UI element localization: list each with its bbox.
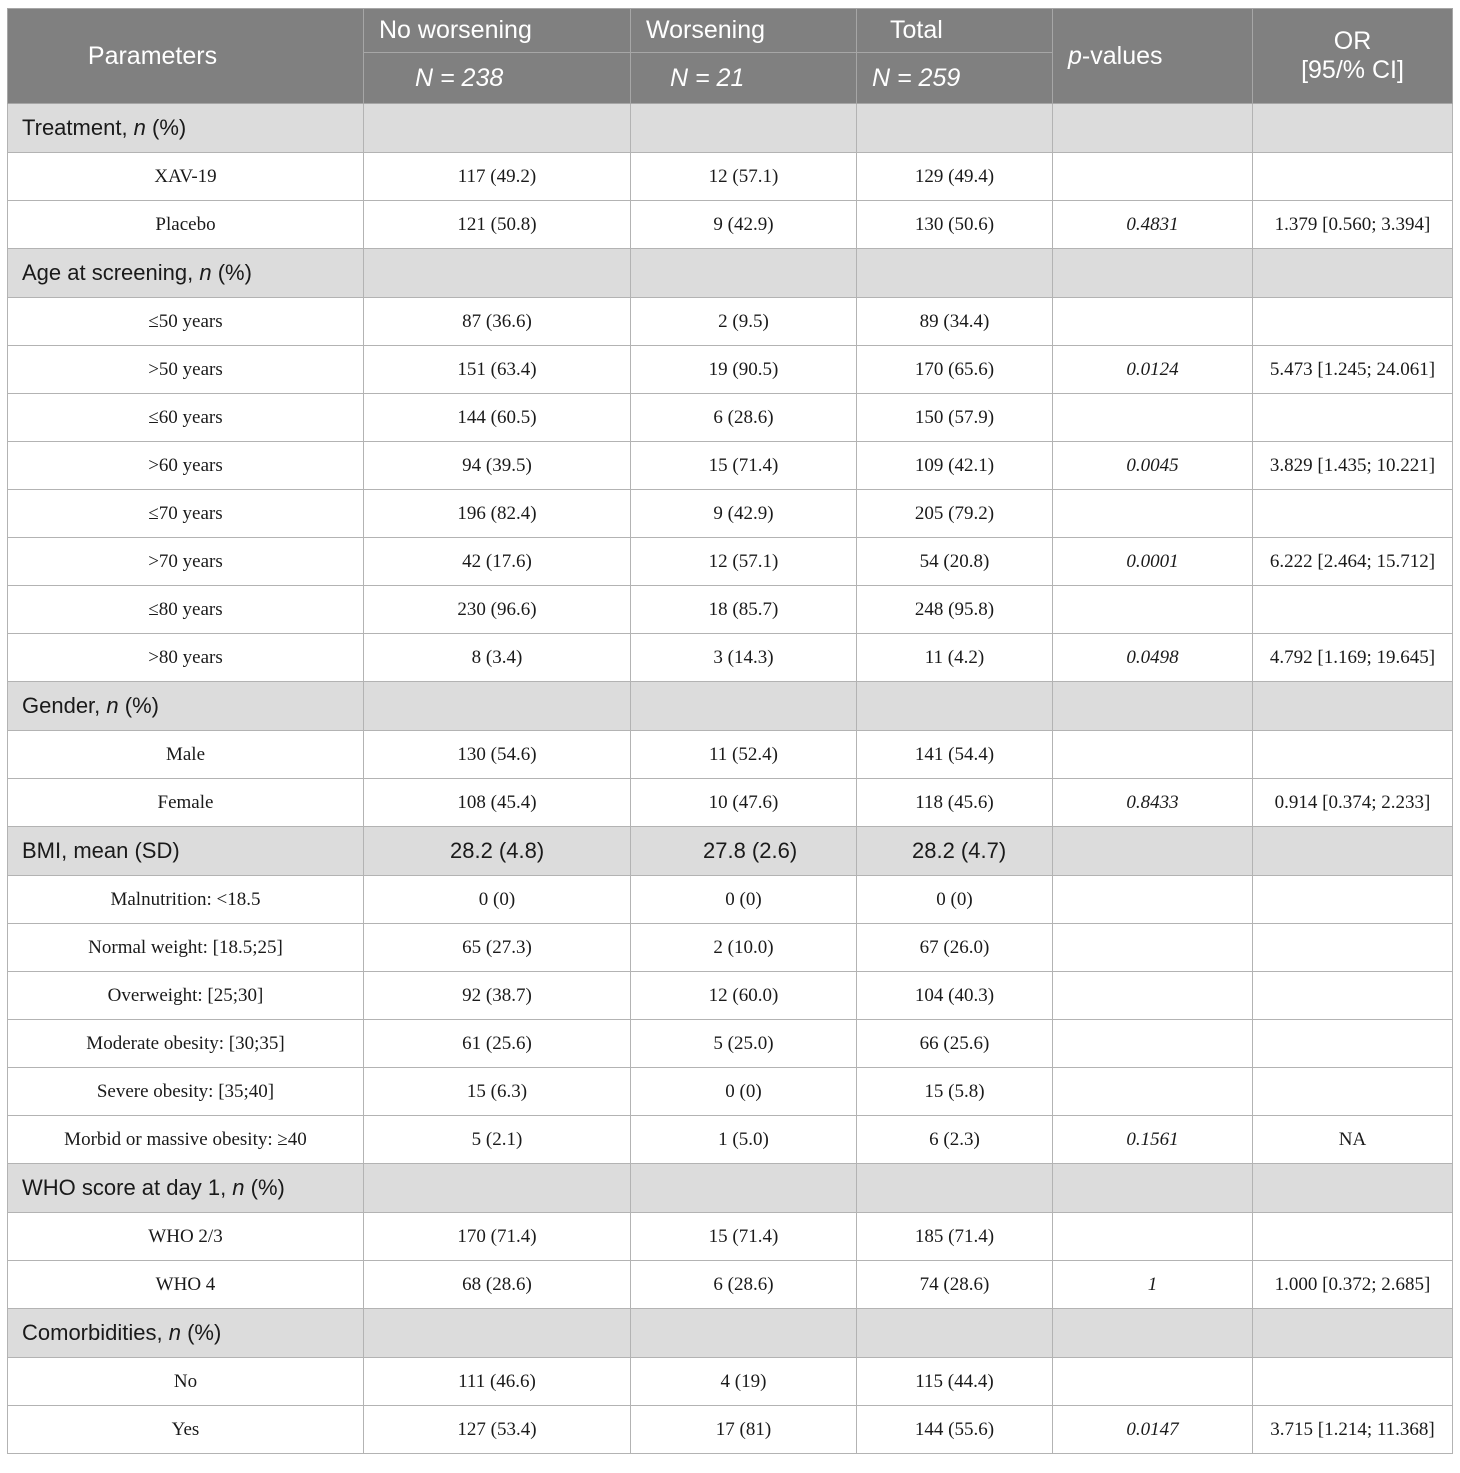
cell-total: 248 (95.8) bbox=[857, 586, 1053, 634]
section-value-worsening: 27.8 (2.6) bbox=[631, 827, 857, 876]
cell-p-value: 0.1561 bbox=[1053, 1116, 1253, 1164]
cell-p-value bbox=[1053, 1213, 1253, 1261]
table-row bbox=[8, 1261, 1453, 1309]
cell-odds-ratio bbox=[1253, 924, 1453, 972]
cell-worsening: 2 (10.0) bbox=[631, 924, 857, 972]
table-row bbox=[8, 1020, 1453, 1068]
cell-worsening: 0 (0) bbox=[631, 876, 857, 924]
table-row bbox=[8, 442, 1453, 490]
row-label: Normal weight: [18.5;25] bbox=[8, 924, 364, 972]
row-label: ≤80 years bbox=[8, 586, 364, 634]
section-blank-cell bbox=[1253, 249, 1453, 298]
header-parameters: Parameters bbox=[8, 9, 364, 104]
section-blank-cell bbox=[364, 104, 631, 153]
cell-no-worsening: 94 (39.5) bbox=[364, 442, 631, 490]
cell-odds-ratio bbox=[1253, 586, 1453, 634]
table-header bbox=[8, 9, 1453, 104]
cell-worsening: 3 (14.3) bbox=[631, 634, 857, 682]
cell-total: 104 (40.3) bbox=[857, 972, 1053, 1020]
cell-worsening: 12 (57.1) bbox=[631, 538, 857, 586]
cell-total: 54 (20.8) bbox=[857, 538, 1053, 586]
cell-no-worsening: 111 (46.6) bbox=[364, 1358, 631, 1406]
section-title: WHO score at day 1, n (%) bbox=[8, 1164, 364, 1213]
cell-p-value: 0.0498 bbox=[1053, 634, 1253, 682]
table-row bbox=[8, 1358, 1453, 1406]
cell-no-worsening: 151 (63.4) bbox=[364, 346, 631, 394]
section-value-total: 28.2 (4.7) bbox=[857, 827, 1053, 876]
table-row bbox=[8, 586, 1453, 634]
row-label: Morbid or massive obesity: ≥40 bbox=[8, 1116, 364, 1164]
cell-p-value: 1 bbox=[1053, 1261, 1253, 1309]
section-title: Age at screening, n (%) bbox=[8, 249, 364, 298]
cell-odds-ratio: 1.000 [0.372; 2.685] bbox=[1253, 1261, 1453, 1309]
table-row bbox=[8, 1116, 1453, 1164]
section-blank-cell bbox=[1253, 1309, 1453, 1358]
section-blank-cell bbox=[857, 1309, 1053, 1358]
cell-odds-ratio: 1.379 [0.560; 3.394] bbox=[1253, 201, 1453, 249]
section-blank-cell bbox=[364, 1309, 631, 1358]
cell-worsening: 17 (81) bbox=[631, 1406, 857, 1454]
cell-total: 66 (25.6) bbox=[857, 1020, 1053, 1068]
table-row bbox=[8, 924, 1453, 972]
cell-total: 185 (71.4) bbox=[857, 1213, 1053, 1261]
cell-no-worsening: 108 (45.4) bbox=[364, 779, 631, 827]
row-label: >50 years bbox=[8, 346, 364, 394]
cell-no-worsening: 15 (6.3) bbox=[364, 1068, 631, 1116]
cell-total: 115 (44.4) bbox=[857, 1358, 1053, 1406]
cell-p-value bbox=[1053, 298, 1253, 346]
cell-total: 74 (28.6) bbox=[857, 1261, 1053, 1309]
table-row bbox=[8, 153, 1453, 201]
row-label: WHO 2/3 bbox=[8, 1213, 364, 1261]
cell-no-worsening: 8 (3.4) bbox=[364, 634, 631, 682]
cell-no-worsening: 170 (71.4) bbox=[364, 1213, 631, 1261]
cell-p-value bbox=[1053, 1358, 1253, 1406]
cell-total: 170 (65.6) bbox=[857, 346, 1053, 394]
cell-p-value: 0.0045 bbox=[1053, 442, 1253, 490]
cell-odds-ratio: NA bbox=[1253, 1116, 1453, 1164]
section-blank-cell bbox=[1253, 104, 1453, 153]
section-row bbox=[8, 682, 1453, 731]
row-label: Yes bbox=[8, 1406, 364, 1454]
section-blank-cell bbox=[364, 1164, 631, 1213]
cell-odds-ratio bbox=[1253, 394, 1453, 442]
row-label: Overweight: [25;30] bbox=[8, 972, 364, 1020]
cell-p-value bbox=[1053, 586, 1253, 634]
cell-worsening: 18 (85.7) bbox=[631, 586, 857, 634]
cell-p-value: 0.0001 bbox=[1053, 538, 1253, 586]
cell-no-worsening: 42 (17.6) bbox=[364, 538, 631, 586]
section-blank-cell bbox=[1253, 827, 1453, 876]
cell-p-value bbox=[1053, 876, 1253, 924]
cell-total: 11 (4.2) bbox=[857, 634, 1053, 682]
section-row bbox=[8, 1309, 1453, 1358]
cell-worsening: 6 (28.6) bbox=[631, 394, 857, 442]
section-blank-cell bbox=[364, 249, 631, 298]
cell-total: 0 (0) bbox=[857, 876, 1053, 924]
cell-no-worsening: 117 (49.2) bbox=[364, 153, 631, 201]
header-p-values: p-values bbox=[1053, 9, 1253, 104]
cell-worsening: 15 (71.4) bbox=[631, 442, 857, 490]
row-label: Malnutrition: <18.5 bbox=[8, 876, 364, 924]
cell-total: 150 (57.9) bbox=[857, 394, 1053, 442]
section-blank-cell bbox=[631, 249, 857, 298]
cell-no-worsening: 127 (53.4) bbox=[364, 1406, 631, 1454]
row-label: Placebo bbox=[8, 201, 364, 249]
header-total: Total bbox=[857, 9, 1053, 53]
row-label: Severe obesity: [35;40] bbox=[8, 1068, 364, 1116]
cell-worsening: 11 (52.4) bbox=[631, 731, 857, 779]
cell-total: 6 (2.3) bbox=[857, 1116, 1053, 1164]
cell-worsening: 9 (42.9) bbox=[631, 490, 857, 538]
results-table bbox=[7, 8, 1453, 1454]
cell-total: 205 (79.2) bbox=[857, 490, 1053, 538]
section-value-no-worsening: 28.2 (4.8) bbox=[364, 827, 631, 876]
section-blank-cell bbox=[1053, 104, 1253, 153]
section-blank-cell bbox=[631, 682, 857, 731]
cell-total: 129 (49.4) bbox=[857, 153, 1053, 201]
header-no-worsening: No worsening bbox=[364, 9, 631, 53]
cell-no-worsening: 144 (60.5) bbox=[364, 394, 631, 442]
cell-odds-ratio bbox=[1253, 490, 1453, 538]
header-or: OR [95/% CI] bbox=[1253, 9, 1453, 104]
cell-odds-ratio bbox=[1253, 298, 1453, 346]
cell-total: 15 (5.8) bbox=[857, 1068, 1053, 1116]
cell-total: 109 (42.1) bbox=[857, 442, 1053, 490]
cell-p-value: 0.0124 bbox=[1053, 346, 1253, 394]
section-blank-cell bbox=[857, 1164, 1053, 1213]
cell-worsening: 15 (71.4) bbox=[631, 1213, 857, 1261]
header-worsening-n: N = 21 bbox=[631, 53, 857, 104]
row-label: Male bbox=[8, 731, 364, 779]
cell-odds-ratio bbox=[1253, 1020, 1453, 1068]
section-row bbox=[8, 1164, 1453, 1213]
cell-p-value: 0.0147 bbox=[1053, 1406, 1253, 1454]
cell-p-value bbox=[1053, 1068, 1253, 1116]
section-blank-cell bbox=[1253, 682, 1453, 731]
cell-worsening: 5 (25.0) bbox=[631, 1020, 857, 1068]
cell-no-worsening: 0 (0) bbox=[364, 876, 631, 924]
section-title: BMI, mean (SD) bbox=[8, 827, 364, 876]
section-blank-cell bbox=[1053, 682, 1253, 731]
cell-worsening: 6 (28.6) bbox=[631, 1261, 857, 1309]
table-row bbox=[8, 876, 1453, 924]
cell-no-worsening: 5 (2.1) bbox=[364, 1116, 631, 1164]
row-label: >60 years bbox=[8, 442, 364, 490]
section-blank-cell bbox=[631, 1309, 857, 1358]
header-worsening: Worsening bbox=[631, 9, 857, 53]
cell-total: 67 (26.0) bbox=[857, 924, 1053, 972]
cell-odds-ratio: 0.914 [0.374; 2.233] bbox=[1253, 779, 1453, 827]
table-row bbox=[8, 538, 1453, 586]
table-row bbox=[8, 298, 1453, 346]
cell-odds-ratio: 3.829 [1.435; 10.221] bbox=[1253, 442, 1453, 490]
table-row bbox=[8, 394, 1453, 442]
section-blank-cell bbox=[1053, 1309, 1253, 1358]
cell-odds-ratio bbox=[1253, 972, 1453, 1020]
cell-odds-ratio: 3.715 [1.214; 11.368] bbox=[1253, 1406, 1453, 1454]
section-blank-cell bbox=[1053, 1164, 1253, 1213]
cell-worsening: 10 (47.6) bbox=[631, 779, 857, 827]
cell-total: 144 (55.6) bbox=[857, 1406, 1053, 1454]
section-row bbox=[8, 104, 1453, 153]
row-label: Moderate obesity: [30;35] bbox=[8, 1020, 364, 1068]
row-label: >80 years bbox=[8, 634, 364, 682]
cell-worsening: 12 (60.0) bbox=[631, 972, 857, 1020]
table-row bbox=[8, 490, 1453, 538]
cell-p-value: 0.4831 bbox=[1053, 201, 1253, 249]
table-body bbox=[8, 104, 1453, 1454]
cell-no-worsening: 65 (27.3) bbox=[364, 924, 631, 972]
section-blank-cell bbox=[857, 104, 1053, 153]
row-label: ≤70 years bbox=[8, 490, 364, 538]
cell-p-value bbox=[1053, 924, 1253, 972]
section-title: Treatment, n (%) bbox=[8, 104, 364, 153]
cell-p-value bbox=[1053, 153, 1253, 201]
cell-odds-ratio: 6.222 [2.464; 15.712] bbox=[1253, 538, 1453, 586]
cell-worsening: 0 (0) bbox=[631, 1068, 857, 1116]
section-row bbox=[8, 827, 1453, 876]
cell-no-worsening: 87 (36.6) bbox=[364, 298, 631, 346]
table-row bbox=[8, 201, 1453, 249]
table-row bbox=[8, 1213, 1453, 1261]
cell-total: 89 (34.4) bbox=[857, 298, 1053, 346]
table-row bbox=[8, 634, 1453, 682]
cell-p-value bbox=[1053, 1020, 1253, 1068]
cell-p-value: 0.8433 bbox=[1053, 779, 1253, 827]
table-row bbox=[8, 1068, 1453, 1116]
cell-odds-ratio bbox=[1253, 1213, 1453, 1261]
table-row bbox=[8, 779, 1453, 827]
section-blank-cell bbox=[1253, 1164, 1453, 1213]
cell-p-value bbox=[1053, 972, 1253, 1020]
cell-no-worsening: 68 (28.6) bbox=[364, 1261, 631, 1309]
cell-total: 118 (45.6) bbox=[857, 779, 1053, 827]
table-row bbox=[8, 1406, 1453, 1454]
section-blank-cell bbox=[1053, 249, 1253, 298]
cell-odds-ratio: 5.473 [1.245; 24.061] bbox=[1253, 346, 1453, 394]
cell-odds-ratio bbox=[1253, 1358, 1453, 1406]
cell-worsening: 4 (19) bbox=[631, 1358, 857, 1406]
cell-no-worsening: 92 (38.7) bbox=[364, 972, 631, 1020]
table-row bbox=[8, 346, 1453, 394]
section-blank-cell bbox=[364, 682, 631, 731]
section-blank-cell bbox=[857, 249, 1053, 298]
cell-odds-ratio bbox=[1253, 153, 1453, 201]
cell-no-worsening: 230 (96.6) bbox=[364, 586, 631, 634]
row-label: Female bbox=[8, 779, 364, 827]
cell-p-value bbox=[1053, 490, 1253, 538]
section-blank-cell bbox=[857, 682, 1053, 731]
cell-total: 141 (54.4) bbox=[857, 731, 1053, 779]
section-title: Gender, n (%) bbox=[8, 682, 364, 731]
table-row bbox=[8, 972, 1453, 1020]
row-label: >70 years bbox=[8, 538, 364, 586]
cell-odds-ratio: 4.792 [1.169; 19.645] bbox=[1253, 634, 1453, 682]
cell-no-worsening: 196 (82.4) bbox=[364, 490, 631, 538]
cell-odds-ratio bbox=[1253, 1068, 1453, 1116]
cell-no-worsening: 61 (25.6) bbox=[364, 1020, 631, 1068]
row-label: ≤60 years bbox=[8, 394, 364, 442]
row-label: ≤50 years bbox=[8, 298, 364, 346]
section-blank-cell bbox=[631, 104, 857, 153]
row-label: XAV-19 bbox=[8, 153, 364, 201]
section-blank-cell bbox=[1053, 827, 1253, 876]
cell-odds-ratio bbox=[1253, 876, 1453, 924]
cell-no-worsening: 121 (50.8) bbox=[364, 201, 631, 249]
section-row bbox=[8, 249, 1453, 298]
row-label: No bbox=[8, 1358, 364, 1406]
cell-p-value bbox=[1053, 394, 1253, 442]
cell-odds-ratio bbox=[1253, 731, 1453, 779]
header-total-n: N = 259 bbox=[857, 53, 1053, 104]
cell-worsening: 19 (90.5) bbox=[631, 346, 857, 394]
cell-total: 130 (50.6) bbox=[857, 201, 1053, 249]
section-title: Comorbidities, n (%) bbox=[8, 1309, 364, 1358]
cell-worsening: 9 (42.9) bbox=[631, 201, 857, 249]
cell-worsening: 12 (57.1) bbox=[631, 153, 857, 201]
cell-p-value bbox=[1053, 731, 1253, 779]
row-label: WHO 4 bbox=[8, 1261, 364, 1309]
table-row bbox=[8, 731, 1453, 779]
header-no-worsening-n: N = 238 bbox=[364, 53, 631, 104]
cell-worsening: 2 (9.5) bbox=[631, 298, 857, 346]
section-blank-cell bbox=[631, 1164, 857, 1213]
cell-worsening: 1 (5.0) bbox=[631, 1116, 857, 1164]
cell-no-worsening: 130 (54.6) bbox=[364, 731, 631, 779]
